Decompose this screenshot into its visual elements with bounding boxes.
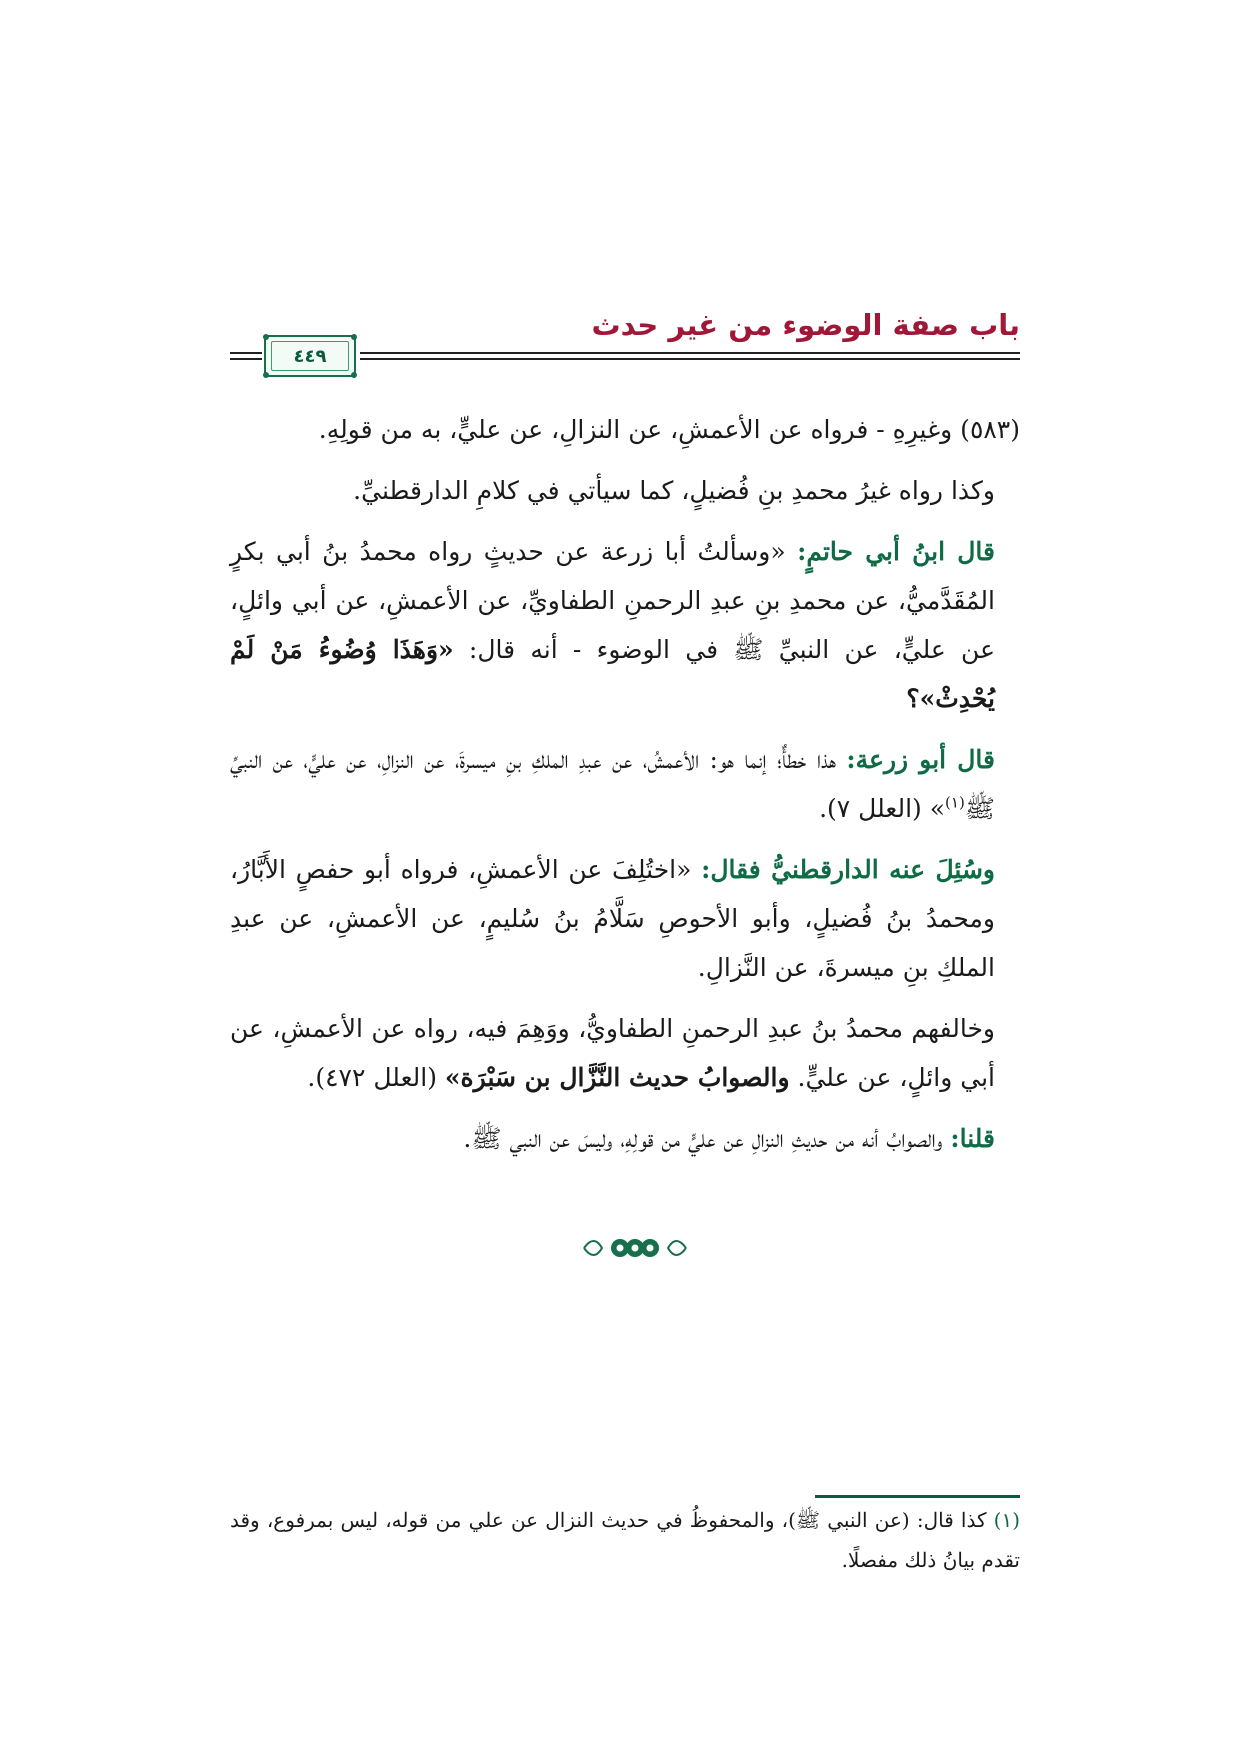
- floral-section-divider-icon: [580, 1228, 690, 1268]
- footnote-separator: [815, 1495, 1020, 1498]
- paragraph-7-text: والصوابُ أنه من حديثِ النزالِ عن عليٍّ من قولِهِ، وليسَ عن النبي ﷺ.: [463, 1124, 943, 1153]
- header-rule-top: [360, 352, 1020, 354]
- speaker-label: وسُئِلَ عنه الدارقطنيُّ فقال:: [701, 855, 995, 884]
- chapter-title: باب صفة الوضوء من غير حدث: [591, 308, 1020, 342]
- paragraph-6: [230, 1004, 1020, 1102]
- paragraph-6-text: وخالفهم محمدُ بنُ عبدِ الرحمنِ الطفاويُّ، ووَهِمَ فيه، رواه عن الأعمشِ، عن أبي وائلٍ، عن عليٍّ.: [230, 1014, 995, 1092]
- paragraph-2: [230, 466, 1020, 515]
- footnote-number: (١): [993, 1508, 1020, 1532]
- paragraph-3: [230, 527, 1020, 723]
- paragraph-4-text: هذا خطأٌ؛ إنما هو: الأعمشُ، عن عبدِ الملكِ بنِ ميسرةَ، عن النزالِ، عن عليٍّ، عن النبيِّ ﷺ: [230, 745, 995, 823]
- paragraph-5-text: «اختُلِفَ عن الأعمشِ، فرواه أبو حفصٍ الأَبَّارُ، ومحمدُ بنُ فُضيلٍ، وأبو الأحوصِ سَلَّامُ بنُ سُليمٍ، عن الأعمشِ، عن عبدِ الملكِ بنِ ميسرةَ، عن النَّزالِ.: [230, 855, 995, 982]
- running-header: [230, 300, 1020, 390]
- paragraph-2-text: وكذا رواه غيرُ محمدِ بنِ فُضيلٍ، كما سيأتي في كلامِ الدارقطنيِّ.: [353, 476, 995, 505]
- paragraph-3-text: «وسألتُ أبا زرعة عن حديثٍ رواه محمدُ بنُ أبي بكرٍ المُقَدَّميُّ، عن محمدِ بنِ عبدِ الرحمنِ الطفاويِّ، عن الأعمشِ، عن أبي وائلٍ، عن عليٍّ، عن النبيِّ ﷺ في الوضوء - أنه قال:: [230, 537, 996, 664]
- footnote-reference[interactable]: (١): [945, 793, 965, 812]
- header-rule-left-top: [230, 352, 262, 354]
- paragraph-3-end: ؟: [906, 684, 920, 713]
- frame-corner-icon: [263, 334, 269, 340]
- paragraph-6-end: (العلل ٤٧٢).: [307, 1063, 437, 1092]
- speaker-label: قلنا:: [950, 1124, 995, 1153]
- paragraph-4: [230, 735, 1020, 833]
- frame-corner-icon: [351, 372, 357, 378]
- main-text: [230, 405, 1020, 1175]
- paragraph-6-bold: والصوابُ حديث النَّزَّال بن سَبْرَة»: [444, 1063, 790, 1092]
- paragraph-4-end: » (العلل ٧).: [819, 794, 946, 823]
- header-rule-left-bottom: [230, 358, 262, 360]
- frame-corner-icon: [351, 334, 357, 340]
- speaker-label: قال أبو زرعة:: [846, 745, 996, 774]
- page-number-frame-icon: [264, 335, 356, 377]
- hadith-quote: «وَهَذَا وُضُوءُ مَنْ لَمْ يُحْدِثْ»: [230, 635, 995, 713]
- paragraph-5: [230, 845, 1020, 992]
- speaker-label: قال ابنُ أبي حاتمٍ:: [797, 537, 996, 566]
- paragraph-1: [230, 405, 1020, 454]
- paragraph-7: [230, 1114, 1020, 1163]
- footnote-text: كذا قال: (عن النبي ﷺ)، والمحفوظُ في حديث النزال عن علي من قوله، ليس بمرفوع، وقد تقدم بيانُ ذلك مفصلًا.: [230, 1508, 1020, 1572]
- footnote: [230, 1500, 1020, 1580]
- paragraph-1-text: (٥٨٣) وغيرِهِ - فرواه عن الأعمشِ، عن النزالِ، عن عليٍّ، به من قولِهِ.: [318, 415, 1020, 444]
- page-number: ٤٤٩: [271, 341, 349, 371]
- header-rule-bottom: [360, 358, 1020, 360]
- frame-corner-icon: [263, 372, 269, 378]
